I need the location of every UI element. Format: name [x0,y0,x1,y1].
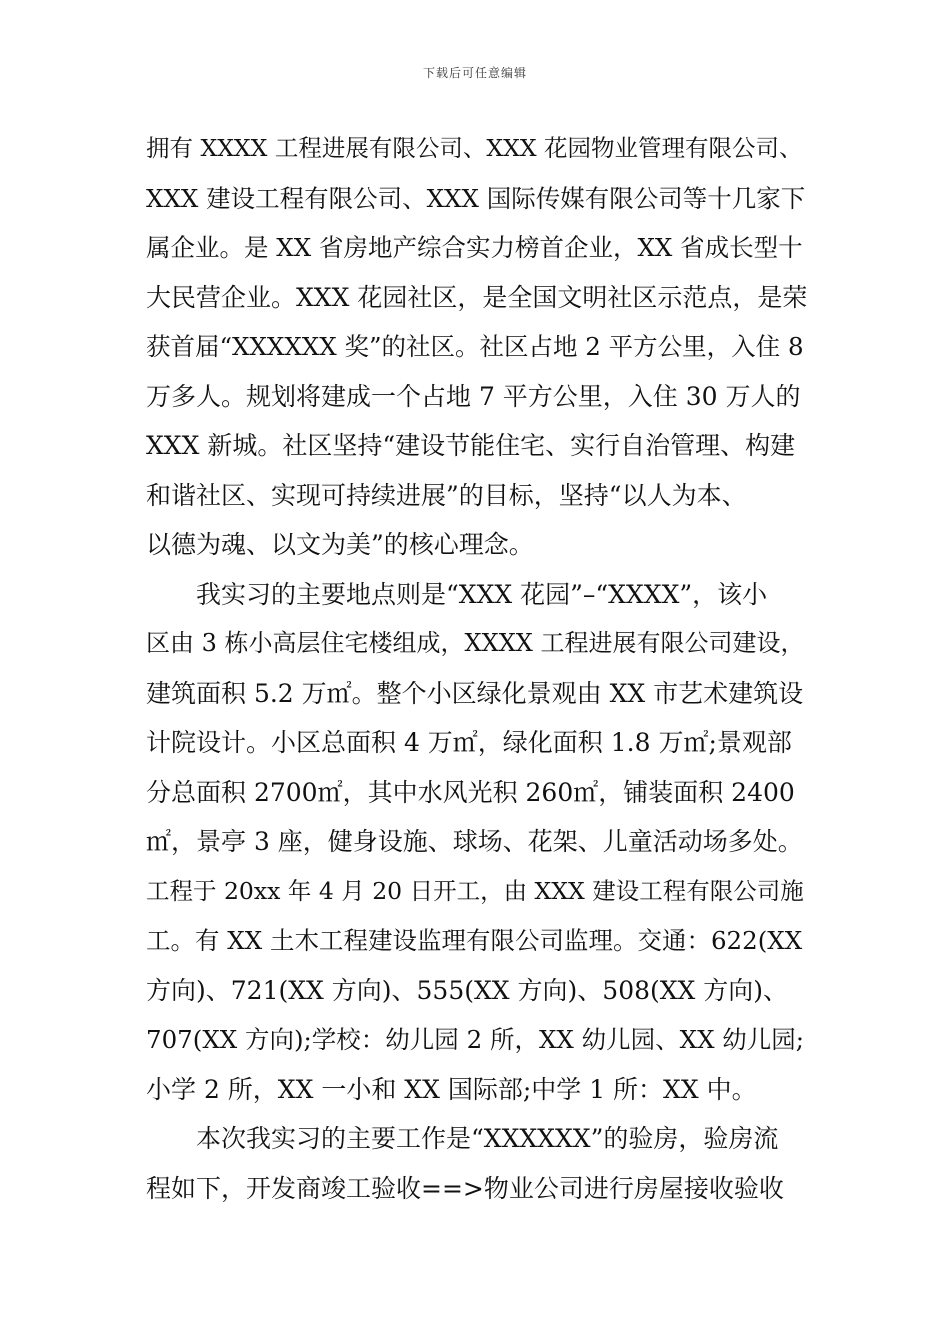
text-line: 计院设计。小区总面积 4 万㎡，绿化面积 1.8 万㎡;景观部 [146,728,792,757]
text-line: 方向)、721(XX 方向)、555(XX 方向)、508(XX 方向)、 [146,975,789,1005]
text-line: 建筑面积 5.2 万㎡。整个小区绿化景观由 XX 市艺术建筑设 [146,678,804,708]
text-line: 707(XX 方向);学校：幼儿园 2 所，XX 幼儿园、XX 幼儿园; [146,1025,805,1054]
text-line: 工。有 XX 土木工程建设监理有限公司监理。交通：622(XX [146,926,803,955]
text-line: 本次我实习的主要工作是“XXXXXX”的验房，验房流 [196,1124,779,1153]
text-line: 以德为魂、以文为美”的核心理念。 [146,530,534,559]
page-header: 下载后可任意编辑 [422,66,527,80]
text-line: 万多人。规划将建成一个占地 7 平方公里，入住 30 万人的 [146,381,801,411]
text-line: XXX 建设工程有限公司、XXX 国际传媒有限公司等十几家下 [146,183,806,213]
text-line: 和谐社区、实现可持续进展”的目标，坚持“以人为本、 [146,480,747,510]
text-line: 获首届“XXXXXX 奖”的社区。社区占地 2 平方公里，入住 8 [146,332,804,361]
text-line: XXX 新城。社区坚持“建设节能住宅、实行自治管理、构建 [146,431,796,460]
text-line: ㎡，景亭 3 座，健身设施、球场、花架、儿童活动场多处。 [146,827,803,856]
text-line: 区由 3 栋小高层住宅楼组成，XXXX 工程进展有限公司建设， [146,629,805,657]
document-body [146,124,814,1213]
paragraph-main-work [146,1114,814,1213]
text-line: 分总面积 2700㎡，其中水风光积 260㎡，铺装面积 2400 [146,777,795,807]
text-line: 工程于 20xx 年 4 月 20 日开工，由 XXX 建设工程有限公司施 [146,876,804,905]
text-line: 我实习的主要地点则是“XXX 花园”–“XXXX”，该小 [196,579,768,609]
paragraph-internship-site [146,570,814,1115]
text-line: 小学 2 所，XX 一小和 XX 国际部;中学 1 所：XX 中。 [146,1074,757,1104]
text-line: 大民营企业。XXX 花园社区，是全国文明社区示范点，是荣 [146,282,808,312]
text-line: 拥有 XXXX 工程进展有限公司、XXX 花园物业管理有限公司、 [146,134,803,162]
text-line: 程如下，开发商竣工验收==>物业公司进行房屋接收验收 [146,1173,784,1203]
text-line: 属企业。是 XX 省房地产综合实力榜首企业，XX 省成长型十 [146,233,803,262]
paragraph-company-intro [146,124,814,570]
